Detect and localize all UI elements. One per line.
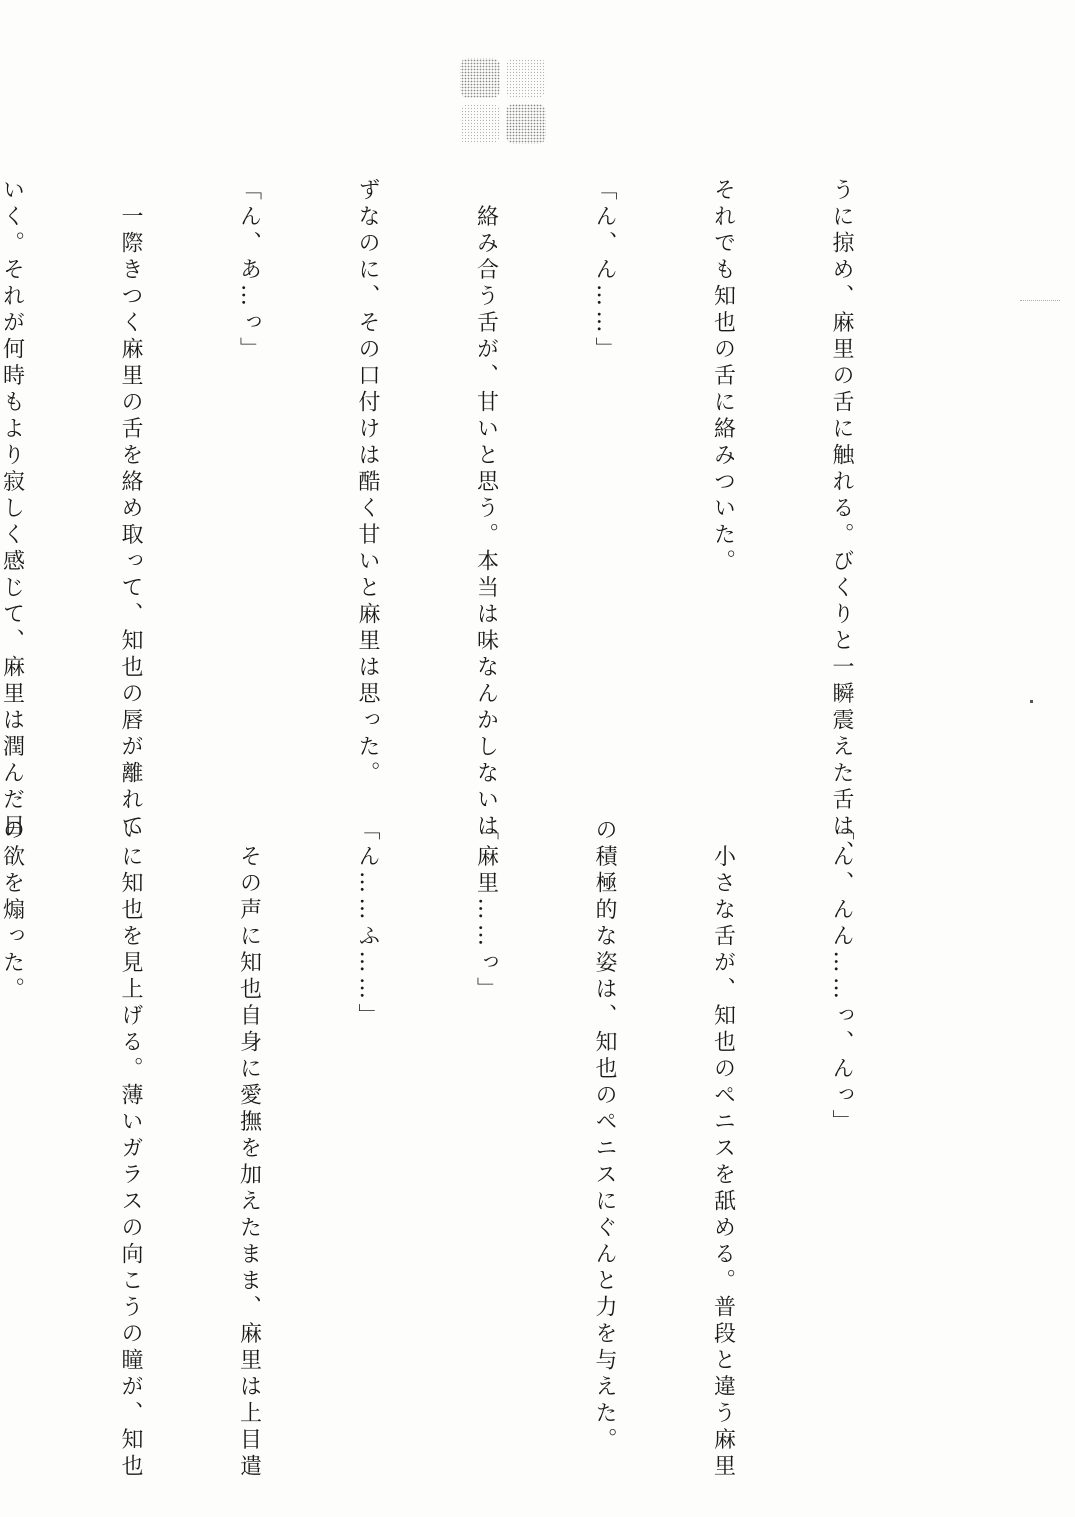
text-line: いく。それが何時もより寂しく感じて、麻里は潤んだ目: [0, 178, 25, 841]
bottom-text-column: [0, 818, 940, 1481]
text-line: 「ん、んん……っ、んっ」: [829, 818, 854, 1136]
text-line: その声に知也自身に愛撫を加えたまま、麻里は上目遣: [236, 818, 262, 1481]
text-line: 一際きつく麻里の舌を絡め取って、知也の唇が離れて: [118, 178, 143, 841]
dotted-square-ornament-icon: [458, 56, 550, 148]
text-line: の積極的な姿は、知也のペニスにぐんと力を与えた。: [592, 818, 617, 1454]
text-line: うに掠め、麻里の舌に触れる。びくりと一瞬震えた舌は、: [829, 178, 854, 867]
page-edge-dot: [1030, 700, 1033, 703]
text-line: 「ん、あ…っ」: [236, 178, 262, 364]
text-line: それでも知也の舌に絡みついた。: [710, 178, 736, 576]
text-line: 「ん……ふ……」: [355, 818, 380, 1030]
text-line: の欲を煽った。: [0, 818, 25, 1004]
text-line: 絡み合う舌が、甘いと思う。本当は味なんかしないは: [473, 178, 499, 841]
text-line: いに知也を見上げる。薄いガラスの向こうの瞳が、知也: [118, 818, 143, 1481]
text-line: ずなのに、その口付けは酷く甘いと麻里は思った。: [355, 178, 380, 788]
text-line: 小さな舌が、知也のペニスを舐める。普段と違う麻里: [710, 818, 736, 1481]
top-text-column: [0, 178, 940, 867]
text-line: 「ん、ん……」: [592, 178, 617, 364]
text-line: 「麻里……っ」: [473, 818, 499, 1004]
page-edge-mark: [1020, 300, 1060, 302]
